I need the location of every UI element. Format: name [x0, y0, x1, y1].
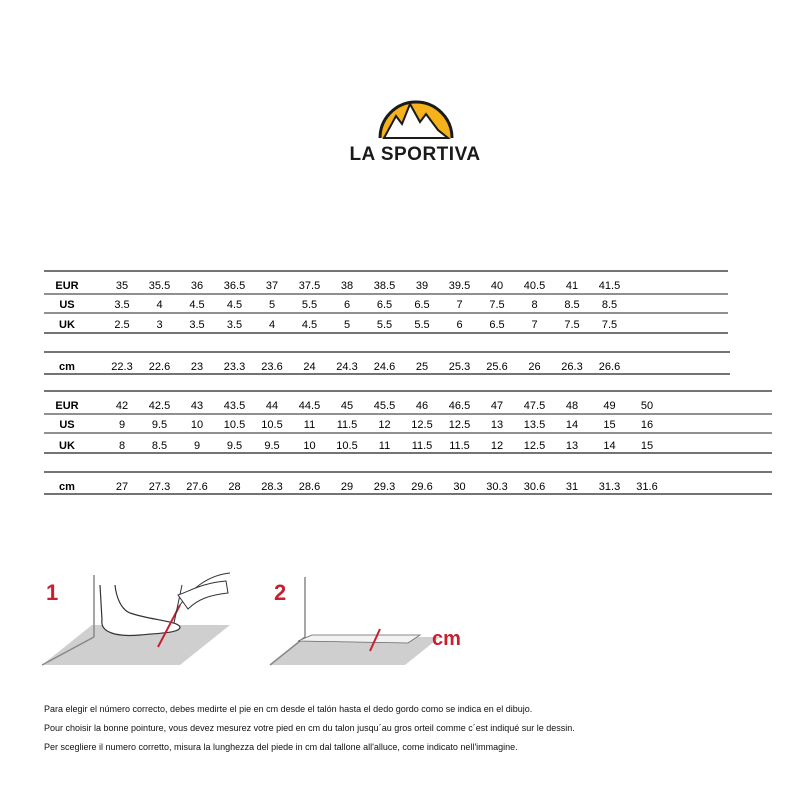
size-cell: 3.5 [114, 299, 130, 311]
cm-cell: 27.3 [148, 481, 171, 493]
cm-cell: 27.6 [186, 481, 208, 493]
cm-cell: 28 [228, 481, 241, 493]
size-cell: 46.5 [448, 400, 471, 412]
cm-cell: 22.3 [111, 361, 133, 373]
size-cell: 12 [490, 440, 504, 452]
size-cell: 44.5 [298, 400, 321, 412]
cm-cell: 23 [190, 361, 204, 373]
size-cell: 40 [490, 280, 504, 292]
cm-cell: 26.3 [561, 361, 583, 373]
cm-cell: 24.3 [336, 361, 358, 373]
size-cell: 6 [456, 319, 463, 331]
size-cell: 9 [118, 419, 126, 431]
row-label-uk: UK [59, 440, 75, 452]
cm-cell: 26 [528, 361, 541, 373]
cm-cell: 31 [565, 481, 579, 493]
size-cell: 11 [303, 419, 316, 431]
cm-cell: 27 [115, 481, 129, 493]
size-cell: 39 [415, 280, 429, 292]
size-cell: 12.5 [523, 440, 546, 452]
size-cell: 43.5 [223, 400, 246, 412]
size-cell: 8.5 [564, 299, 580, 311]
size-cell: 50 [640, 400, 654, 412]
cm-cell: 29.3 [373, 481, 396, 493]
step-two-number: 2 [274, 580, 287, 605]
cm-cell: 24 [303, 361, 316, 373]
size-cell: 42.5 [148, 400, 171, 412]
size-cell: 38 [340, 280, 354, 292]
cm-cell: 30 [453, 481, 466, 493]
size-cell: 10 [303, 440, 316, 452]
size-cell: 45.5 [373, 400, 396, 412]
size-cell: 45 [340, 400, 354, 412]
step-one-number: 1 [46, 580, 59, 605]
size-cell: 7 [456, 299, 463, 311]
row-label-cm: cm [59, 481, 75, 493]
size-cell: 5.5 [414, 319, 430, 331]
cm-cell: 28.3 [261, 481, 283, 493]
size-cell: 5 [343, 319, 351, 331]
size-cell: 4 [268, 319, 276, 331]
instruction-es: Para elegir el número correcto, debes medirte el pie en cm desde el talón hasta el dedo gordo como se indica en el dibujo. [44, 704, 533, 714]
size-cell: 7.5 [489, 299, 505, 311]
size-cell: 11.5 [411, 440, 433, 452]
cm-cell: 23.6 [261, 361, 283, 373]
size-cell: 10.5 [261, 419, 283, 431]
size-cell: 6.5 [489, 319, 505, 331]
size-cell: 16 [640, 419, 654, 431]
size-cell: 13 [490, 419, 504, 431]
size-cell: 4.5 [189, 299, 205, 311]
size-cell: 6.5 [376, 299, 393, 311]
size-cell: 8.5 [601, 299, 618, 311]
unit-label: cm [432, 628, 461, 650]
cm-cell: 25.3 [448, 361, 471, 373]
size-cell: 4.5 [226, 299, 243, 311]
size-cell: 3.5 [189, 319, 205, 331]
size-cell: 35.5 [148, 280, 171, 292]
cm-cell: 22.6 [148, 361, 171, 373]
size-cell: 11 [378, 440, 391, 452]
size-cell: 9 [193, 440, 201, 452]
size-cell: 10.5 [336, 440, 358, 452]
cm-cell: 25 [415, 361, 429, 373]
size-cell: 7.5 [601, 319, 618, 331]
size-cell: 48 [565, 400, 579, 412]
size-cell: 37 [265, 280, 279, 292]
size-cell: 47 [490, 400, 504, 412]
cm-cell: 29 [340, 481, 354, 493]
cm-cell: 30.3 [486, 481, 508, 493]
size-cell: 6.5 [414, 299, 430, 311]
size-cell: 44 [265, 400, 279, 412]
size-cell: 10.5 [223, 419, 246, 431]
size-cell: 12 [378, 419, 391, 431]
cm-cell: 31.3 [598, 481, 621, 493]
row-label-uk: UK [59, 319, 75, 331]
size-cell: 39.5 [448, 280, 471, 292]
measurement-illustration [30, 565, 490, 675]
size-cell: 9.5 [151, 419, 168, 431]
size-cell: 41 [565, 280, 579, 292]
size-cell: 5.5 [301, 299, 318, 311]
instruction-fr: Pour choisir la bonne pointure, vous devez mesurez votre pied en cm du talon jusqu´au gros orteil comme c´est indiqué sur le dessin. [44, 723, 575, 733]
size-cell: 12.5 [448, 419, 471, 431]
size-cell: 10 [190, 419, 204, 431]
size-cell: 14 [603, 440, 616, 452]
size-cell: 9.5 [264, 440, 280, 452]
size-cell: 4 [156, 299, 163, 311]
instruction-it: Per scegliere il numero corretto, misura la lunghezza del piede in cm dal tallone all'alluce, come indicato nell'immagine. [44, 742, 518, 752]
size-cell: 14 [565, 419, 579, 431]
size-cell: 13.5 [523, 419, 546, 431]
size-cell: 5.5 [376, 319, 393, 331]
cm-cell: 29.6 [411, 481, 433, 493]
size-cell: 3 [156, 319, 163, 331]
size-cell: 6 [343, 299, 351, 311]
size-cell: 38.5 [373, 280, 396, 292]
size-cell: 40.5 [523, 280, 546, 292]
size-cell: 4.5 [301, 319, 318, 331]
size-cell: 12.5 [411, 419, 433, 431]
cm-cell: 30.6 [523, 481, 546, 493]
size-cell: 47.5 [523, 400, 546, 412]
row-label-eur: EUR [55, 400, 79, 412]
size-cell: 2.5 [114, 319, 130, 331]
size-cell: 49 [603, 400, 616, 412]
row-label-us: US [59, 299, 75, 311]
size-cell: 35 [115, 280, 129, 292]
cm-cell: 23.3 [223, 361, 246, 373]
row-label-eur: EUR [55, 280, 79, 292]
size-cell: 43 [190, 400, 204, 412]
size-cell: 15 [640, 440, 654, 452]
size-cell: 36 [190, 280, 204, 292]
cm-cell: 28.6 [298, 481, 321, 493]
size-cell: 42 [115, 400, 129, 412]
cm-cell: 25.6 [486, 361, 508, 373]
cm-cell: 26.6 [598, 361, 621, 373]
size-cell: 5 [268, 299, 276, 311]
size-cell: 36.5 [223, 280, 246, 292]
size-cell: 8.5 [151, 440, 168, 452]
size-cell: 13 [565, 440, 579, 452]
size-cell: 11.5 [449, 440, 470, 452]
size-cell: 3.5 [226, 319, 243, 331]
size-cell: 8 [118, 440, 126, 452]
size-cell: 41.5 [598, 280, 621, 292]
row-label-us: US [59, 419, 75, 431]
size-cell: 9.5 [226, 440, 243, 452]
cm-cell: 31.6 [636, 481, 658, 493]
size-cell: 37.5 [298, 280, 321, 292]
row-label-cm: cm [59, 361, 75, 373]
size-cell: 46 [415, 400, 429, 412]
brand-logo-text: LA SPORTIVA [349, 144, 481, 165]
size-cell: 7.5 [564, 319, 580, 331]
size-cell: 7 [531, 319, 538, 331]
size-cell: 11.5 [336, 419, 358, 431]
cm-cell: 24.6 [373, 361, 396, 373]
size-cell: 15 [603, 419, 616, 431]
size-cell: 8 [531, 299, 538, 311]
